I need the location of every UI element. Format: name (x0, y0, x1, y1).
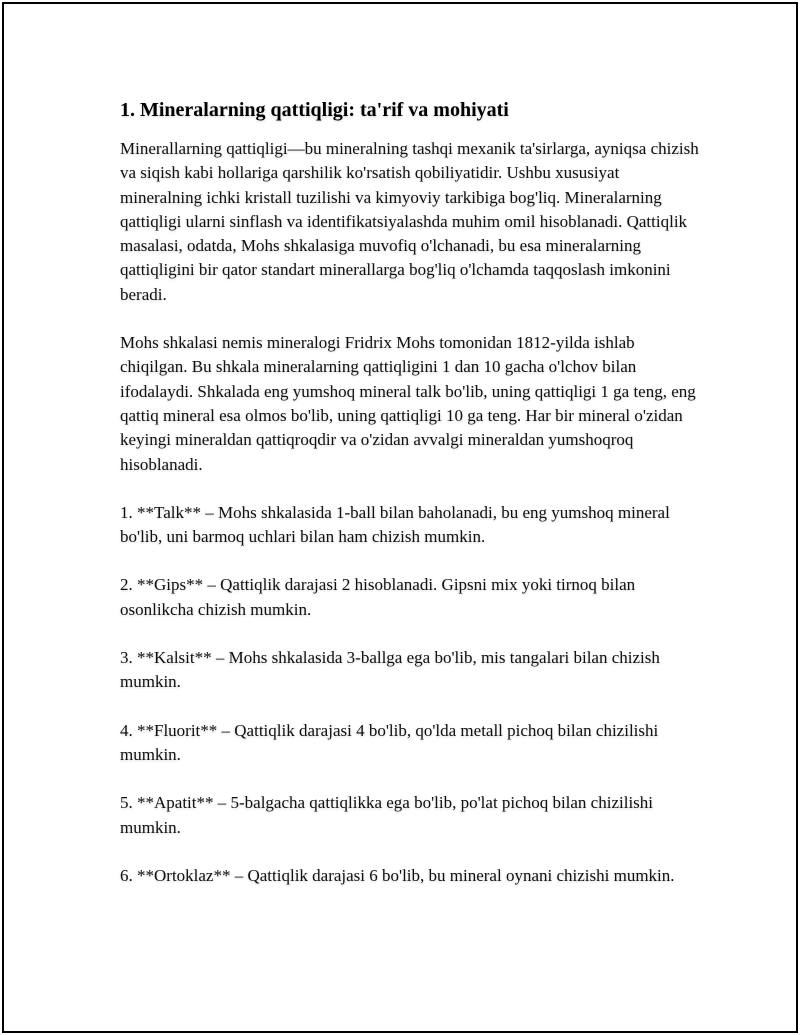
paragraph-mohs-scale: Mohs shkalasi nemis mineralogi Fridrix Mohs tomonidan 1812-yilda ishlab chiqilgan. Bu shkala mineralarning qattiqligini 1 dan 10 gacha o'lchov bilan ifodalaydi. Shkalada eng yumshoq mineral talk bo'lib, uning qattiqligi 1 ga teng, eng qattiq mineral esa olmos bo'lib, uning qattiqligi 10 ga teng. Har bir mineral o'zidan keyingi mineraldan qattiqroqdir va o'zidan avvalgi mineraldan yumshoqroq hisoblanadi. (120, 333, 696, 474)
list-item-talk: 1. **Talk** – Mohs shkalasida 1-ball bilan baholanadi, bu eng yumshoq mineral bo'lib, uni barmoq uchlari bilan ham chizish mumkin. (120, 502, 670, 547)
list-item-fluorit: 4. **Fluorit** – Qattiqlik darajasi 4 bo'lib, qo'lda metall pichoq bilan chizilishi mumkin. (120, 720, 659, 764)
list-item-kalsit: 3. **Kalsit** – Mohs shkalasida 3-ballga ega bo'lib, mis tangalari bilan chizish mumkin. (120, 648, 660, 692)
section-heading: 1. Mineralarning qattiqligi: ta'rif va mohiyati (120, 99, 509, 121)
list-item-ortoklaz: 6. **Ortoklaz** – Qattiqlik darajasi 6 bo'lib, bu mineral oynani chizishi mumkin. (120, 865, 675, 885)
list-item-gips: 2. **Gips** – Qattiqlik darajasi 2 hisoblanadi. Gipsni mix yoki tirnoq bilan osonlikcha chizish mumkin. (120, 575, 636, 619)
document-content (120, 97, 700, 912)
paragraph-definition: Minerallarning qattiqligi—bu mineralning tashqi mexanik ta'sirlarga, ayniqsa chizish va siqish kabi hollariga qarshilik ko'rsatish qobiliyatidir. Ushbu xususiyat mineralning ichki kristall tuzilishi va kimyoviy tarkibiga bog'liq. Mineralarning qattiqligi ularni sinflash va identifikatsiyalashda muhim omil hisoblanadi. Qattiqlik masalasi, odatda, Mohs shkalasiga muvofiq o'lchanadi, bu esa mineralarning qattiqligini bir qator standart minerallarga bog'liq o'lchamda taqqoslash imkonini beradi. (120, 139, 699, 304)
document-page (2, 2, 798, 1033)
list-item-apatit: 5. **Apatit** – 5-balgacha qattiqlikka ega bo'lib, po'lat pichoq bilan chizilishi mumkin. (120, 793, 654, 837)
